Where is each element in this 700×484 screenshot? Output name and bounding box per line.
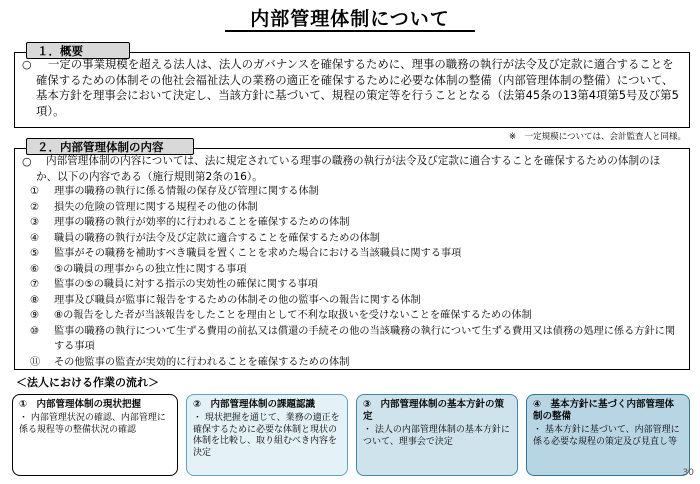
step-title: ④ 基本方針に基づく内部管理体制の整備 (533, 399, 675, 422)
list-item (30, 277, 680, 293)
list-item (30, 231, 680, 247)
step-title: ③ 内部管理体制の基本方針の策定 (363, 399, 505, 422)
flow-step-4 (526, 394, 690, 476)
flow-step-2 (186, 394, 348, 476)
item-text: 理事及び職員が監事に報告をするための体制その他の監事への報告に関する体制 (54, 294, 421, 306)
list-item (30, 324, 680, 355)
item-num: ③ (30, 217, 40, 228)
section1-bullet: ○ (22, 58, 32, 71)
list-item (30, 293, 680, 309)
section2-bullet: ○ (22, 155, 32, 168)
item-text: 監事がその職務を補助すべき職員を置くことを求めた場合における当該職員に関する事項 (54, 248, 462, 259)
item-text: ⑤の職員の理事からの独立性に関する事項 (54, 263, 247, 275)
list-item (30, 200, 680, 216)
list-item (30, 184, 680, 200)
item-num: ⑨ (30, 310, 40, 321)
page-number: 30 (682, 468, 694, 478)
step-body: ・ 法人の内部管理体制の基本方針について、理事会で決定 (363, 425, 510, 447)
item-num: ⑪ (30, 356, 41, 368)
item-text: ⑧の報告をした者が当該報告をしたことを理由として不利な取扱いを受けないことを確保するための体制 (54, 310, 532, 321)
flow-step-3 (356, 394, 518, 476)
item-text: 監事の職務の執行について生ずる費用の前払又は償還の手続その他の当該職務の執行について生ずる費用又は債務の処理に係る方針に関する事項 (54, 325, 676, 352)
item-num: ⑥ (30, 263, 40, 275)
item-text: 監事の⑤の職員に対する指示の実効性の確保に関する事項 (54, 279, 318, 290)
section2-label: ２．内部管理体制の内容 (26, 138, 194, 155)
size-note: ※ 一定規模については、会計監査人と同様。 (509, 132, 686, 142)
step-title: ① 内部管理体制の現状把握 (19, 399, 142, 410)
section1-label: １．概要 (26, 42, 130, 59)
step-body: ・ 基本方針に基づいて、内部管理に係る必要な規程の策定及び見直し等 (533, 425, 680, 447)
item-text: 理事の職務の執行に係る情報の保存及び管理に関する体制 (54, 186, 319, 197)
item-num: ⑩ (30, 325, 40, 337)
item-num: ② (30, 201, 40, 213)
item-num: ⑦ (30, 279, 40, 290)
item-num: ④ (30, 232, 40, 244)
items-list (30, 184, 680, 370)
item-text: 損失の危険の管理に関する規程その他の体制 (54, 201, 258, 213)
flow-heading: ＜法人における作業の流れ＞ (16, 376, 159, 389)
title-underline (225, 30, 475, 32)
item-num: ⑤ (30, 248, 40, 259)
item-num: ⑧ (30, 294, 40, 306)
list-item (30, 246, 680, 262)
step-title: ② 内部管理体制の課題認識 (193, 399, 316, 410)
item-num: ① (30, 186, 40, 197)
step-body: ・ 現状把握を通じて、業務の適正を確保するために必要な体制と現状の体制を比較し、取り組むべき内容を決定 (193, 413, 340, 458)
list-item (30, 215, 680, 231)
list-item (30, 308, 680, 324)
step-body: ・ 内部管理状況の確認、内部管理に係る規程等の整備状況の確認 (19, 413, 166, 435)
section1-text: 一定の事業規模を超える法人は、法人のガバナンスを確保するために、理事の職務の執行が法令及び定款に適合することを確保するための体制その他社会福祉法人の業務の適正を確保するために必要な体制の整備（内部管理体制の整備）について、基本方針を理事会において決定し、当該方針に基づいて、規程の策定等を行うこととなる（法第45条の13第4項第5号及び第5項）。 (36, 57, 679, 118)
item-text: 理事の職務の執行が効率的に行われることを確保するための体制 (54, 217, 350, 228)
list-item (30, 262, 680, 278)
flow-step-1 (12, 394, 178, 476)
list-item (30, 355, 680, 371)
item-text: その他監事の監査が実効的に行われることを確保するための体制 (54, 356, 350, 368)
section2-intro: 内部管理体制の内容については、法に規定されている理事の職務の執行が法令及び定款に適合することを確保するための体制のほか、以下の内容である（施行規則第2条の16）。 (36, 155, 661, 183)
item-text: 職員の職務の執行が法令及び定款に適合することを確保するための体制 (54, 232, 380, 244)
page-title: 内部管理体制について (250, 8, 450, 30)
